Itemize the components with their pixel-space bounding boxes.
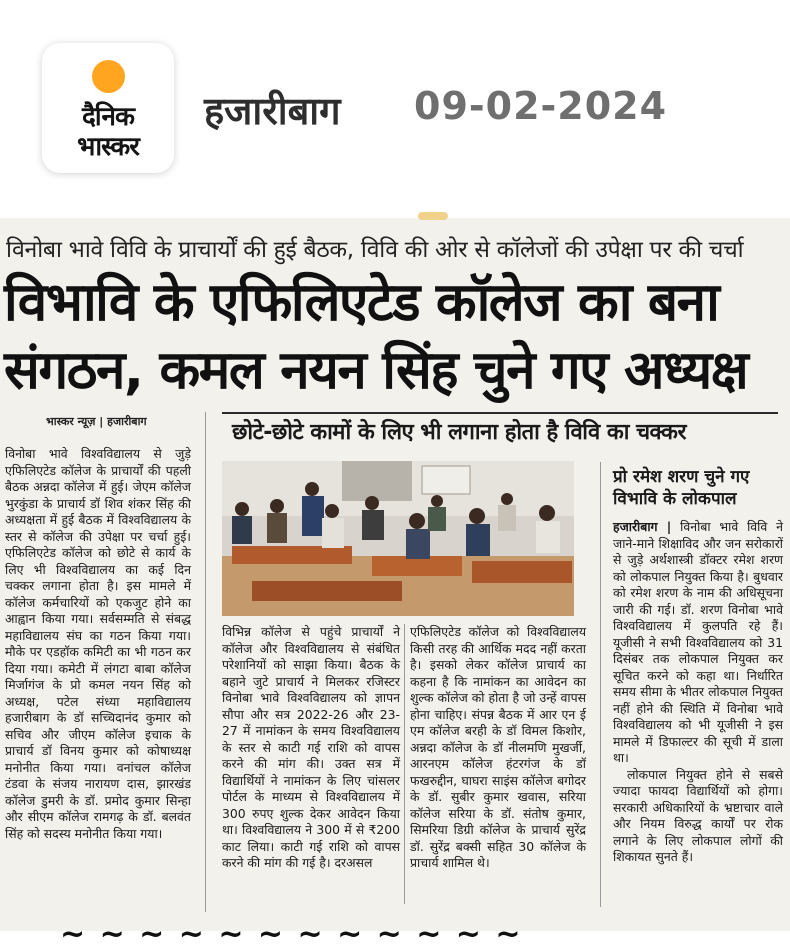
article-headline-line1: विभावि के एफिलिएटेड कॉलेज का बना	[4, 272, 719, 333]
column-2-text: विभिन्न कॉलेज से पहुंचे प्राचार्यों ने कॉलेज और विश्वविद्यालय से संबंधित परेशानियों को साझा किया। बैठक के बहाने जुटे प्राचार्य ने मिलकर रजिस्टर विनोबा भावे विश्वविद्यालय को ज्ञापन सौपा और सत्र 2022-26 और 23-27 में नामांकन के समय विश्वविद्यालय के स्तर से काटी गई राशि को वापस करने की मांग की। उक्त सत्र में विद्यार्थियों ने नामांकन के लिए चांसलर पोर्टल के माध्यम से विश्वविद्यालय में 300 रुपए शुल्क देकर आवेदन किया था। विश्वविद्यालय ने 300 में से ₹200 काट लिया। काटी गई राशि को वापस करने की मांग की गई है। दरअसल	[222, 624, 400, 870]
sidebox-text-2: लोकपाल नियुक्त होने से सबसे ज्यादा फायदा विद्यार्थियों को होगा। सरकारी अधिकारियों के भ्रष्टाचार वाले और नियम विरुद्ध कार्यों पर रोक लगाने के लिए लोकपाल लोगों की शिकायत सुनते हैं।	[613, 766, 783, 864]
edition-city: हजारीबाग	[204, 89, 341, 133]
sidebox-headline: प्रो रमेश शरण चुने गए विभावि के लोकपाल	[613, 467, 750, 509]
article-kicker: विनोबा भावे विवि के प्राचार्यों की हुई बैठक, विवि की ओर से कॉलेजों की उपेक्षा पर की चर्चा	[6, 237, 744, 263]
article-byline: भास्कर न्यूज़ | हजारीबाग	[46, 415, 147, 428]
sidebox-text: विनोबा भावे विवि ने जाने-माने शिक्षाविद और जन सरोकारों से जुड़े अर्थशास्त्री डॉक्टर रमेश शरण को लोकपाल नियुक्त किया है। बुधवार को रमेश शरण के नाम की अधिसूचना जारी की गई। डॉ. शरण विनोबा भावे विश्वविद्यालय में कुलपति रहे हैं। यूजीसी ने सभी विश्वविद्यालय को 31 दिसंबर तक लोकपाल नियुक्त कर सूचित करने को कहा था। निर्धारित समय सीमा के भीतर लोकपाल नियुक्त नहीं होने की स्थिति में विनोबा भावे विश्वविद्यालय को भी यूजीसी ने इस मामले में डिफाल्टर की सूची में डाला था।	[613, 519, 783, 765]
sun-logo-icon	[92, 60, 125, 93]
column-1-text: विनोबा भावे विश्वविद्यालय से जुड़े एफिलिएटेड कॉलेज के प्राचार्यों की पहली बैठक अन्नदा कॉलेज में हुई। जेएम कॉलेज भुरकुंडा के प्राचार्य डॉ शिव शंकर सिंह की अध्यक्षता में हुई बैठक में विश्वविद्यालय के स्तर से कॉलेज की उपेक्षा पर चर्चा हुई। एफिलिएटेड कॉलेज को छोटे से कार्य के लिए भी विश्वविद्यालय का कई दिन चक्कर लगाना होता है। इस मामले में कॉलेज कर्मचारियों को एकजुट होने का आह्वान किया गया। सर्वसम्मति से संबद्ध महाविद्यालय संघ का गठन किया गया। मौके पर एडहॉक कमिटी का भी गठन कर दिया गया। कमेटी में लंगटा बाबा कॉलेज मिर्जागंज के प्रो कमल नयन सिंह को अध्यक्ष, पटेल संध्या महाविद्यालय हजारीबाग के डॉ सच्चिदानंद कुमार को सचिव और जीएम कॉलेज इचाक के प्राचार्य डॉ विनय कुमार को कोषाध्यक्ष मनोनीत किया गया। वनांचल कॉलेज टंडवा के संजय नारायण दास, झारखंड कॉलेज डुमरी के डॉ. प्रमोद कुमार सिन्हा और सीएम कॉलेज रामगढ़ के डॉ. बलवंत सिंह को सदस्य मनोनीत किया गया।	[5, 446, 191, 841]
sidebox-divider	[600, 462, 601, 907]
article-column-2	[222, 624, 400, 872]
dainik-bhaskar-logo[interactable]	[42, 43, 174, 173]
article-column-1	[5, 446, 191, 842]
subhead-top-rule	[222, 412, 778, 414]
column-divider	[205, 412, 206, 912]
cutoff-glyphs: ~ ~ ~ ~ ~ ~ ~ ~ ~ ~ ~ ~	[60, 917, 523, 952]
logo-text-line2: भास्कर	[77, 132, 139, 162]
edition-date: 09-02-2024	[414, 84, 668, 128]
sidebox-dateline: हजारीबाग |	[613, 519, 672, 534]
clipping-fold-mark	[418, 212, 448, 220]
article-headline-line2: संगठन, कमल नयन सिंह चुने गए अध्यक्ष	[4, 340, 748, 401]
logo-text-line1: दैनिक	[82, 102, 134, 132]
sidebox-column	[613, 519, 783, 866]
meeting-photo	[222, 461, 574, 616]
app-header	[0, 0, 790, 220]
meeting-photo-illustration	[222, 461, 574, 616]
next-article-cutoff	[0, 912, 790, 952]
column-3-text: एफिलिएटेड कॉलेज को विश्वविद्यालय किसी तरह की आर्थिक मदद नहीं करता है। इसको लेकर कॉलेज प्राचार्य का कहना है कि नामांकन का आवेदन का शुल्क कॉलेज को होता है जो उन्हें वापस होना चाहिए। संपन्न बैठक में आर एन ई एम कॉलेज बरही के डॉ विमल किशोर, अन्नदा कॉलेज के डॉ नीलमणि मुखर्जी, आरनएम कॉलेज हंटरगंज के डॉ फखरुद्दीन, घाघरा साइंस कॉलेज बगोदर के डॉ. सुबीर कुमार खवास, सरिया कॉलेज सरिया के डॉ. संतोष कुमार, सिमरिया डिग्री कॉलेज के प्राचार्य सुरेंद्र डॉ. सुरेंद्र बक्सी सहित 30 कॉलेज के प्राचार्य शामिल थे।	[410, 624, 586, 870]
column-divider	[404, 624, 405, 904]
article-subheading: छोटे-छोटे कामों के लिए भी लगाना होता है विवि का चक्कर	[232, 420, 686, 445]
article-column-3	[410, 624, 586, 872]
